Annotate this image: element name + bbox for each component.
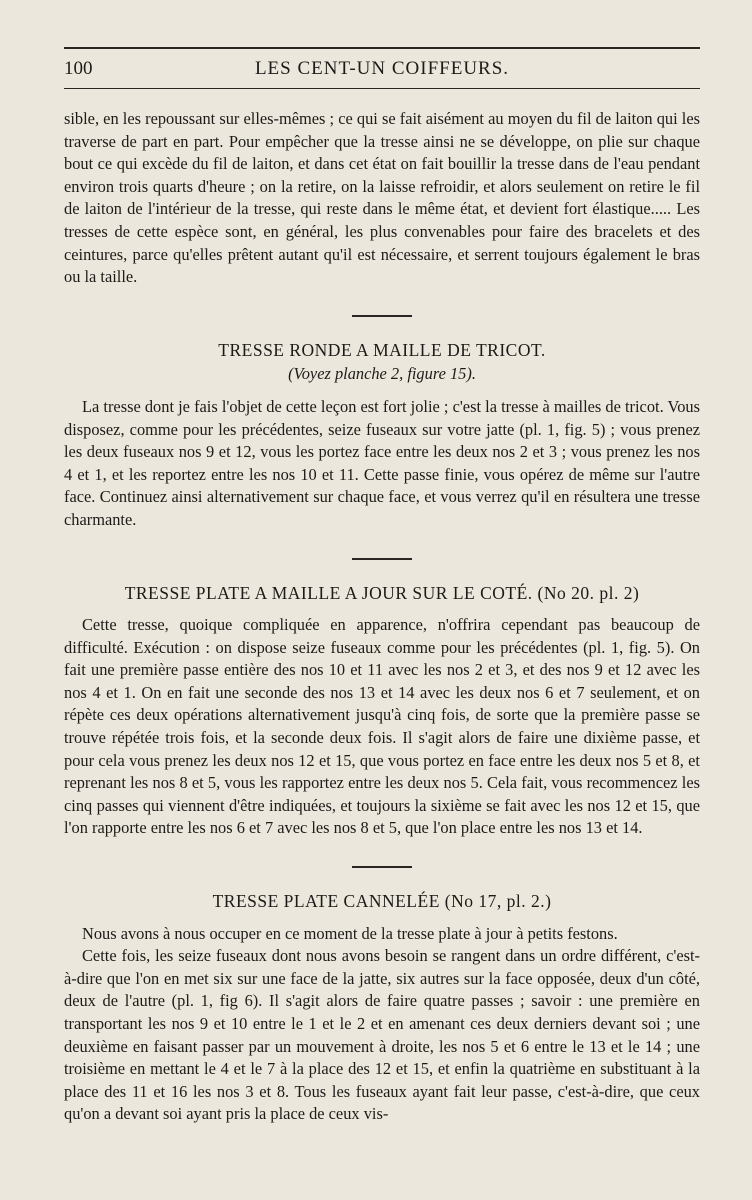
section-separator (352, 866, 412, 868)
section-title-tresse-cannelee: TRESSE PLATE CANNELÉE (No 17, pl. 2.) (212, 891, 552, 912)
section-subtitle-tresse-ronde: (Voyez planche 2, figure 15). (288, 364, 476, 384)
section-title-tresse-ronde: TRESSE RONDE A MAILLE DE TRICOT. (218, 339, 546, 360)
paragraph-continuation: sible, en les repoussant sur elles-mêmes ; ce qui se fait aisément au moyen du fil de laiton qui les traverse de part en part. Pour empêcher que la tresse ainsi ne se développe, on plie sur chaque bout ce qui excède du fil de laiton, et dans cet état on fait bouillir la tresse dans de l'eau pendant environ trois quarts d'heure ; on la retire, on la laisse refroidir, et alors seulement on retire le fil de laiton de l'intérieur de la tresse, qui reste dans le même état, et devient fort élastique..... Les tresses de cette espèce sont, en général, les plus convenables pour faire des bracelets et des ceintures, parce qu'elles prêtent autant qu'il est nécessaire, et serrent toujours également le bras ou la taille. (64, 109, 700, 287)
paragraph-cannelee-intro: Nous avons à nous occuper en ce moment de la tresse plate à jour à petits festons. (82, 923, 618, 943)
running-head (64, 58, 700, 82)
section-separator (352, 558, 412, 560)
paragraph-cannelee-instructions: Cette fois, les seize fuseaux dont nous avons besoin se rangent dans un ordre différent, c'est-à-dire que l'on en met six sur une face de la jatte, six autres sur la face opposée, deux d'un côté, deux de l'autre (pl. 1, fig 6). Il s'agit alors de faire quatre passes ; savoir : une première en transportant les nos 9 et 10 entre le 1 et le 2 et en amenant ces deux derniers devant soi ; une deuxième en faisant passer par un mouvement à droite, les nos 5 et 6 entre le 13 et le 14 ; une troisième en mettant le 4 et le 7 à la place des 12 et 15, et enfin la quatrième en substituant à la place des 11 et 16 les nos 3 et 8. Tous les fuseaux ayant fait leur passe, c'est-à-dire, que ceux qu'on a devant soi ayant pris la place de ceux vis- (64, 946, 700, 1124)
section-title-tresse-plate-jour: TRESSE PLATE A MAILLE A JOUR SUR LE COTÉ. (No 20. pl. 2) (124, 582, 640, 603)
paragraph-tresse-ronde: La tresse dont je fais l'objet de cette leçon est fort jolie ; c'est la tresse à mailles de tricot. Vous disposez, comme pour les précédentes, seize fuseaux sur votre jatte (pl. 1, fig. 5) ; vous prenez les deux fuseaux nos 9 et 12, vous les portez face entre les deux nos 2 et 3 ; vous prenez les nos 4 et 1, et les reportez entre les nos 10 et 11. Cette passe finie, vous opérez de même sur l'autre face. Continuez ainsi alternativement sur chaque face, et vous verrez qu'il en résultera une tresse charmante. (64, 396, 700, 529)
running-title: LES CENT-UN COIFFEURS. (254, 58, 510, 79)
section-separator (352, 315, 412, 317)
head-rule (64, 88, 700, 89)
paragraph-tresse-plate-jour: Cette tresse, quoique compliquée en apparence, n'offrira cependant pas beaucoup de difficulté. Exécution : on dispose seize fuseaux comme pour les précédentes (pl. 1, fig. 5). On fait une première passe entière des nos 10 et 11 avec les nos 2 et 3, et des nos 9 et 12 avec les nos 4 et 1. On en fait une seconde des nos 13 et 14 avec les deux nos 6 et 7 seulement, et on répète ces deux opérations alternativement jusqu'à cinq fois, de sorte que la première passe se trouve répétée trois fois, et la seconde deux fois. Il s'agit alors de faire une dixième passe, et pour cela vous prenez les deux nos 12 et 15, que vous portez en face entre les deux nos 5 et 8, et reprenant les nos 8 et 5, vous les rapportez entre les deux nos 5. Cela fait, vous recommencez les cinq passes qui viennent d'être indiquées, et toujours la sixième se fait avec les nos 12 et 15, que l'on rapporte entre les nos 6 et 7 avec les nos 8 et 5, que l'on place entre les nos 13 et 14. (64, 615, 700, 838)
page-body (64, 108, 700, 1126)
page-number: 100 (64, 58, 93, 79)
top-rule (64, 47, 700, 49)
